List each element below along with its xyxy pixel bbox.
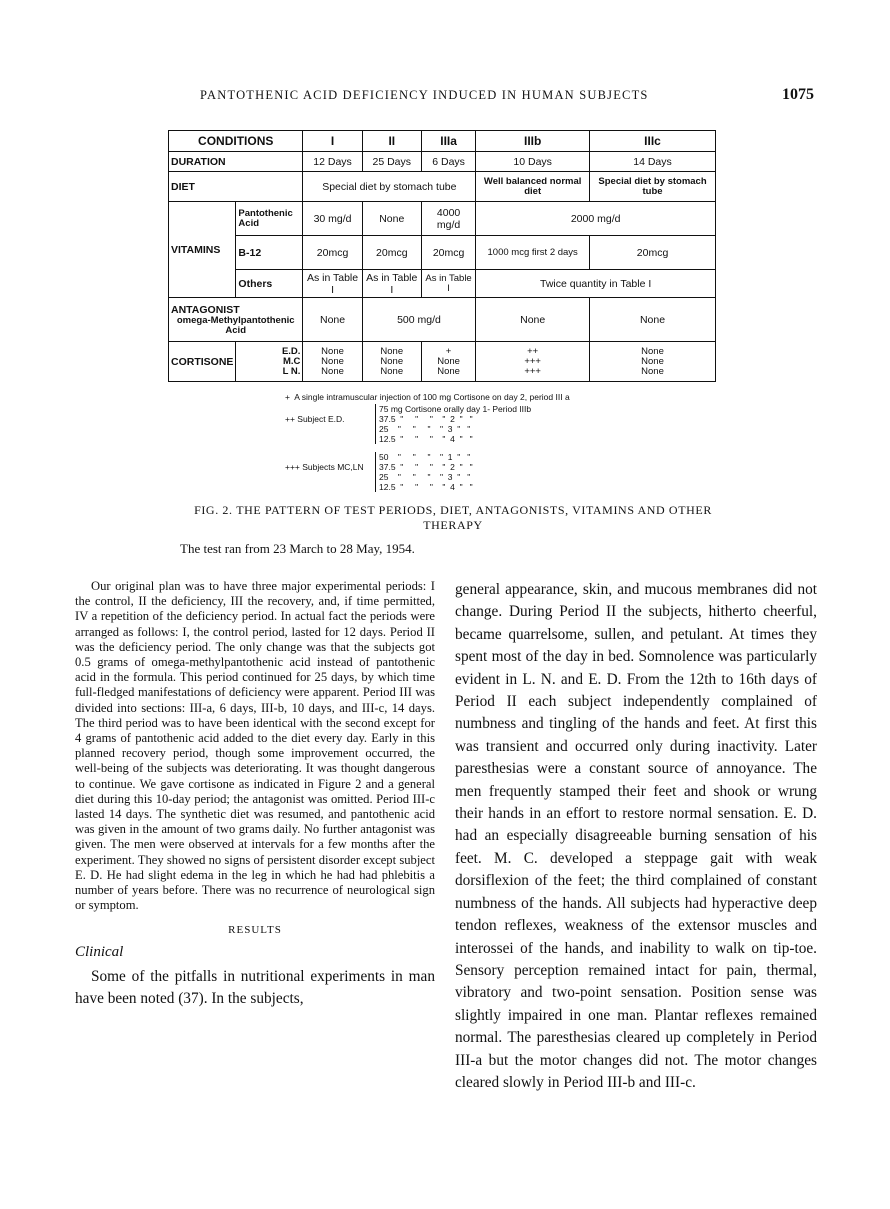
antagonist-label: ANTAGONIST bbox=[171, 303, 240, 316]
cortisone-ii: None bbox=[380, 355, 404, 367]
clinical-heading: Clinical bbox=[75, 943, 124, 960]
pantothenic-ii: None bbox=[362, 202, 421, 236]
body-paragraph: Some of the pitfalls in nutritional experiments in man have been noted (37). In the subjects, bbox=[75, 967, 435, 1007]
antagonist-ii-iiia: 500 mg/d bbox=[362, 298, 476, 342]
b12-i: 20mcg bbox=[303, 236, 362, 270]
pantothenic-i: 30 mg/d bbox=[303, 202, 362, 236]
header-iiia: IIIa bbox=[421, 131, 475, 152]
antagonist-sub: omega-Methylpantothenic Acid bbox=[176, 314, 295, 336]
cortisone-i: None bbox=[321, 355, 344, 367]
note-ed-row: 75 mg Cortisone orally day 1- Period IIIb bbox=[379, 404, 532, 414]
header-iiic: IIIc bbox=[590, 131, 716, 152]
page-number: 1075 bbox=[782, 86, 814, 103]
note-ed-row: 25 " " " " 3 " " bbox=[379, 424, 471, 434]
figure-table bbox=[168, 130, 716, 382]
cortisone-iiib: +++ bbox=[524, 355, 541, 367]
cortisone-label: CORTISONE bbox=[169, 342, 236, 382]
diet-iiic: Special diet by stomach tube bbox=[590, 172, 716, 202]
body-paragraph: Our original plan was to have three major experimental periods: I the control, II the deficiency, III the recovery, and, if time permitted, IV a repetition of the deficiency period. In actual fact the periods were arranged as follows: I, the control period, lasted for 12 days. Period II was the deficiency period. The only change was that the subjects got 0.5 grams of omega-methylpantothenic acid instead of pantothenic acid in the formula. This period continued for 25 days, by which time full-fledged manifestations of deficiency were apparent. Period III was divided into sections: III-a, 6 days, III-b, 10 days, and III-c, 14 days. The third period was to have been identical with the second except for 4 grams of pantothenic acid added to the diet every day. Early in this planned recovery period, though some improvement occurred, the well-being of the subjects was deteriorating. It was thought dangerous to continue. We gave cortisone as indicated in Figure 2 and a general diet during this 10-day period; the antagonist was omitted. Period III-c lasted 14 days. The synthetic diet was resumed, and pantothenic acid was given in the amount of two grams daily. No further antagonist was given. The men were observed at intervals for a few months after the experiment. They showed no signs of persistent disorder except subject E. D. He had slight edema in the leg in which he had had phlebitis a number of years before. There was no recurrence of neurological sign or symptom. bbox=[75, 579, 435, 913]
header-ii: II bbox=[362, 131, 421, 152]
antagonist-i: None bbox=[303, 298, 362, 342]
others-i: As in Table I bbox=[303, 270, 362, 298]
b12-iiic: 20mcg bbox=[590, 236, 716, 270]
note-mc-label: +++ Subjects MC,LN bbox=[285, 462, 364, 472]
pantothenic-iiia: 4000 mg/d bbox=[421, 202, 475, 236]
cortisone-ii: None bbox=[380, 365, 404, 377]
right-column bbox=[455, 579, 817, 1094]
others-ii: As in Table I bbox=[362, 270, 421, 298]
duration-i: 12 Days bbox=[303, 152, 362, 172]
antagonist-iiic: None bbox=[590, 298, 716, 342]
duration-label: DURATION bbox=[169, 152, 303, 172]
cortisone-ii: None bbox=[380, 345, 404, 357]
caption-text: THE PATTERN OF TEST PERIODS, DIET, ANTAGONISTS, VITAMINS AND OTHER THERAPY bbox=[236, 503, 712, 532]
note-ed-row: 37.5 " " " " 2 " " bbox=[379, 414, 473, 424]
b12-iiib: 1000 mcg first 2 days bbox=[476, 236, 590, 270]
header-conditions: CONDITIONS bbox=[169, 131, 303, 152]
b12-iiia: 20mcg bbox=[421, 236, 475, 270]
others-iiibc: Twice quantity in Table I bbox=[476, 270, 716, 298]
cortisone-subject: L N. bbox=[282, 365, 301, 377]
diet-tube: Special diet by stomach tube bbox=[303, 172, 476, 202]
diet-label: DIET bbox=[169, 172, 303, 202]
note-plus: + A single intramuscular injection of 100 mg Cortisone on day 2, period III a bbox=[285, 392, 570, 402]
header-iiib: IIIb bbox=[476, 131, 590, 152]
vitamins-label: VITAMINS bbox=[169, 202, 236, 298]
test-dates: The test ran from 23 March to 28 May, 1954. bbox=[180, 541, 415, 556]
antagonist-iiib: None bbox=[476, 298, 590, 342]
pantothenic-iiibc: 2000 mg/d bbox=[476, 202, 716, 236]
running-title: PANTOTHENIC ACID DEFICIENCY INDUCED IN HUMAN SUBJECTS bbox=[200, 88, 649, 102]
results-heading: RESULTS bbox=[228, 924, 282, 937]
note-mc-row: 12.5 " " " " 4 " " bbox=[379, 482, 473, 492]
diet-iiib: Well balanced normal diet bbox=[476, 172, 590, 202]
body-paragraph: general appearance, skin, and mucous membranes did not change. During Period II the subjects, hitherto cheerful, became quarrelsome, sullen, and petulant. At times they spent most of the day in bed. Somnolence was particularly evident in L. N. and E. D. From the 12th to 16th days of Period II each subject independently complained of numbness and tingling of the hands and feet. At first this was transient and occurred only during inactivity. Later paresthesias were a constant source of annoyance. The men frequently stamped their feet and shook or wrung their hands in an effort to restore normal sensation. E. D. had an especially disagreeable burning sensation of his feet. M. C. developed a steppage gait with weak dorsiflexion of the feet; the third complained of constant numbness of the hands. All subjects had hyperactive deep tendon reflexes, weakness of the extensor muscles and interossei of the hands, and inability to walk on tip-toe. Sensory perception remained intact for pain, thermal, vibratory and two-point sensation. Position sense was slightly impaired in one man. Plantar reflexes remained normal. The paresthesias cleared up completely in Period III-a but the motor changes did not. The motor changes cleared slowly in Period III-b and III-c. bbox=[455, 581, 817, 1091]
duration-iiia: 6 Days bbox=[421, 152, 475, 172]
cortisone-iiia: None bbox=[437, 355, 460, 367]
note-mc-row: 37.5 " " " " 2 " " bbox=[379, 462, 473, 472]
note-ed-label: ++ Subject E.D. bbox=[285, 414, 345, 424]
cortisone-iiic: None bbox=[641, 345, 664, 357]
note-ed-row: 12.5 " " " " 4 " " bbox=[379, 434, 473, 444]
cortisone-iiia: None bbox=[437, 365, 460, 377]
cortisone-i: None bbox=[321, 345, 344, 357]
cortisone-iiic: None bbox=[641, 355, 664, 367]
cortisone-i: None bbox=[321, 365, 344, 377]
left-column bbox=[75, 579, 435, 1010]
cortisone-iiic: None bbox=[641, 365, 664, 377]
duration-ii: 25 Days bbox=[362, 152, 421, 172]
note-mc-row: 25 " " " " 3 " " bbox=[379, 472, 471, 482]
duration-iiic: 14 Days bbox=[590, 152, 716, 172]
caption-fig: FIG. 2. bbox=[194, 503, 233, 517]
figure-caption bbox=[173, 503, 733, 533]
cortisone-iiib: +++ bbox=[524, 365, 541, 377]
others-label: Others bbox=[236, 270, 303, 298]
cortisone-subject: M.C bbox=[283, 355, 301, 367]
duration-iiib: 10 Days bbox=[476, 152, 590, 172]
pantothenic-label: Pantothenic Acid bbox=[236, 202, 303, 236]
figure-notes bbox=[285, 392, 570, 492]
b12-ii: 20mcg bbox=[362, 236, 421, 270]
b12-label: B-12 bbox=[236, 236, 303, 270]
cortisone-iiib: ++ bbox=[527, 345, 539, 357]
others-iiia: As in Table I bbox=[421, 270, 475, 298]
cortisone-iiia: + bbox=[445, 345, 452, 357]
header-i: I bbox=[303, 131, 362, 152]
cortisone-subject: E.D. bbox=[281, 345, 301, 357]
note-mc-row: 50 " " " " 1 " " bbox=[379, 452, 471, 462]
